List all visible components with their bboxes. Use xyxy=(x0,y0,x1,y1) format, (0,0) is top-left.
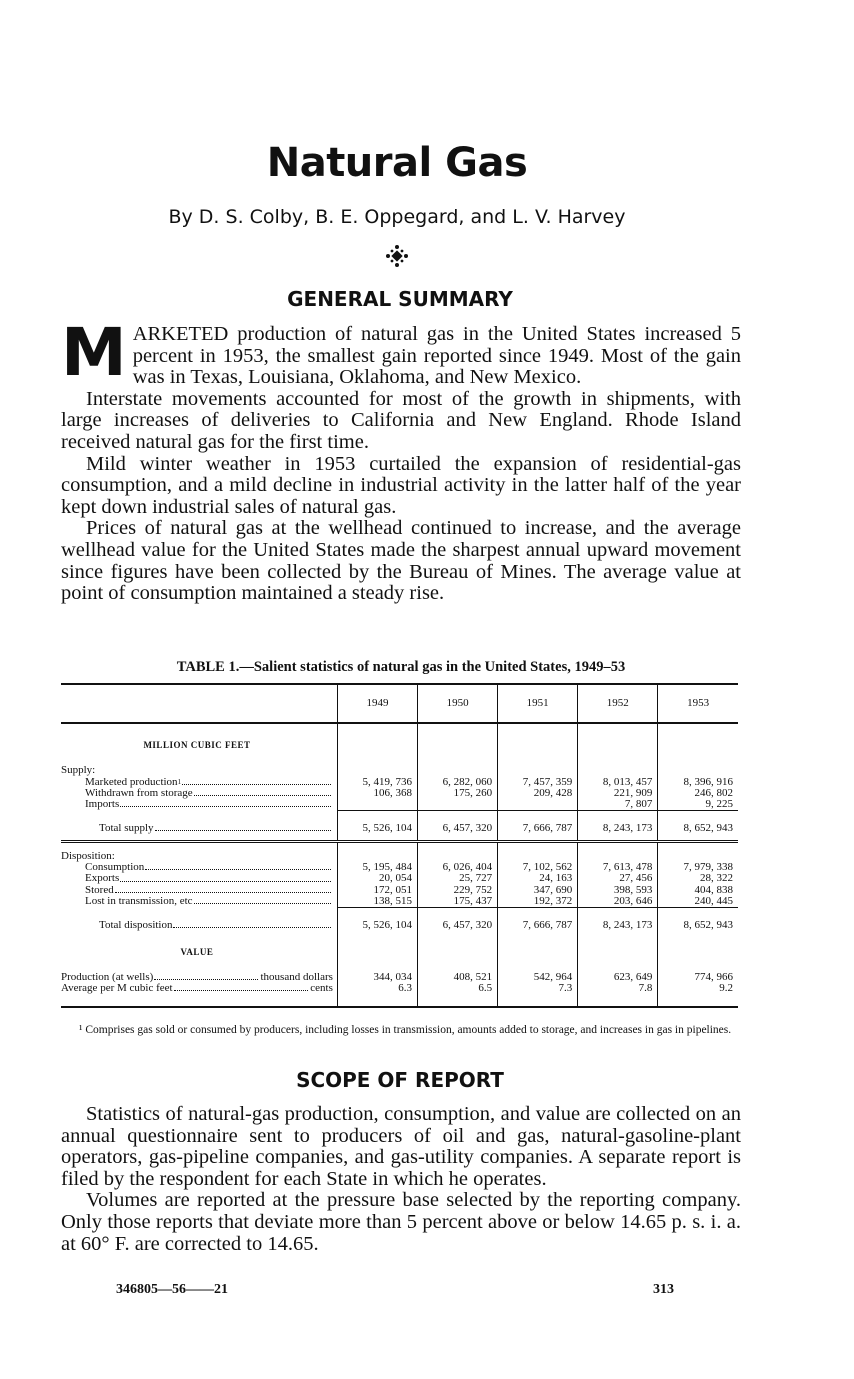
year-header: 1951 xyxy=(498,684,578,723)
table-row: Disposition: xyxy=(61,841,738,862)
page-title: Natural Gas xyxy=(266,140,528,186)
table-row: Imports 7, 807 9, 225 xyxy=(61,799,738,811)
table-row: Consumption 5, 195, 484 6, 026, 404 7, 102, 562 7, 613, 478 7, 979, 338 xyxy=(61,862,738,873)
table-footnote: ¹ Comprises gas sold or consumed by producers, including losses in transmission, amounts added to storage, and increases in gas in pipelines. xyxy=(79,1024,732,1036)
scope-heading: SCOPE OF REPORT xyxy=(296,1068,504,1092)
scope-paragraph-1: Statistics of natural-gas production, consumption, and value are collected on an annual questionnaire sent to producers of oil and gas, natural-gasoline-plant operators, gas-pipeline companies, and gas-utility companies. A separate report is filed by the respondent for each State in which he operates. xyxy=(61,1103,741,1190)
table-row: Production (at wells) thousand dollars 344, 034 408, 521 542, 964 623, 649 774, 966 xyxy=(61,972,738,983)
table-row: Exports 20, 054 25, 727 24, 163 27, 456 28, 322 xyxy=(61,873,738,884)
section-row: MILLION CUBIC FEET xyxy=(61,723,738,765)
total-row: Total supply 5, 526, 104 6, 457, 320 7, 666, 787 8, 243, 173 8, 652, 943 xyxy=(61,811,738,841)
year-header: 1949 xyxy=(337,684,417,723)
summary-paragraph-2: Interstate movements accounted for most of the growth in shipments, with large increases of deliveries to California and New England. Rhode Island received natural gas for the first time. xyxy=(61,387,741,453)
section-row: VALUE xyxy=(61,937,738,972)
table-row: Withdrawn from storage 106, 368 175, 260 209, 428 221, 909 246, 802 xyxy=(61,788,738,799)
scope-paragraph-2: Volumes are reported at the pressure base selected by the reporting company. Only those reports that deviate more than 5 percent above or below 14.65 p. s. i. a. at 60° F. are corrected to 14.65. xyxy=(61,1189,741,1255)
table-row: Lost in transmission, etc 138, 515 175, 437 192, 372 203, 646 240, 445 xyxy=(61,896,738,908)
table-header-row xyxy=(61,684,738,723)
summary-paragraph-4: Prices of natural gas at the wellhead continued to increase, and the average wellhead value for the United States made the sharpest annual upward movement since figures have been collected by the Bureau of Mines. The average value at point of consumption maintained a steady rise. xyxy=(61,517,741,605)
summary-paragraph-3: Mild winter weather in 1953 curtailed the expansion of residential-gas consumption, and a mild decline in industrial activity in the latter half of the year kept down industrial sales of natural gas. xyxy=(61,452,741,518)
table-caption: TABLE 1.—Salient statistics of natural gas in the United States, 1949–53 xyxy=(176,659,626,675)
table-row: Supply: xyxy=(61,765,738,776)
drop-cap: M xyxy=(61,314,127,391)
page-number: 313 xyxy=(653,1282,674,1297)
summary-paragraph-1: MARKETED production of natural gas in the United States increased 5 percent in 1953, the smallest gain reported since 1949. Most of the gain was in Texas, Louisiana, Oklahoma, and New Mexico. xyxy=(61,314,741,391)
total-row: Total disposition 5, 526, 104 6, 457, 320 7, 666, 787 8, 243, 173 8, 652, 943 xyxy=(61,908,738,937)
year-header: 1950 xyxy=(418,684,498,723)
scope-text xyxy=(61,1104,741,1255)
year-header: 1952 xyxy=(578,684,658,723)
general-summary-text xyxy=(61,314,741,605)
table-row: Marketed production 1 5, 419, 736 6, 282, 060 7, 457, 359 8, 013, 457 8, 396, 916 xyxy=(61,777,738,788)
table-row: Stored 172, 051 229, 752 347, 690 398, 593 404, 838 xyxy=(61,885,738,896)
year-header: 1953 xyxy=(658,684,738,723)
ornament-icon xyxy=(385,244,409,268)
general-summary-heading: GENERAL SUMMARY xyxy=(287,287,513,311)
printing-code: 346805—56——21 xyxy=(116,1282,228,1297)
salient-statistics-table xyxy=(61,683,738,1008)
authors-byline: By D. S. Colby, B. E. Oppegard, and L. V. Harvey xyxy=(168,206,626,228)
table-row: Average per M cubic feet cents 6.3 6.5 7.3 7.8 9.2 xyxy=(61,983,738,1007)
